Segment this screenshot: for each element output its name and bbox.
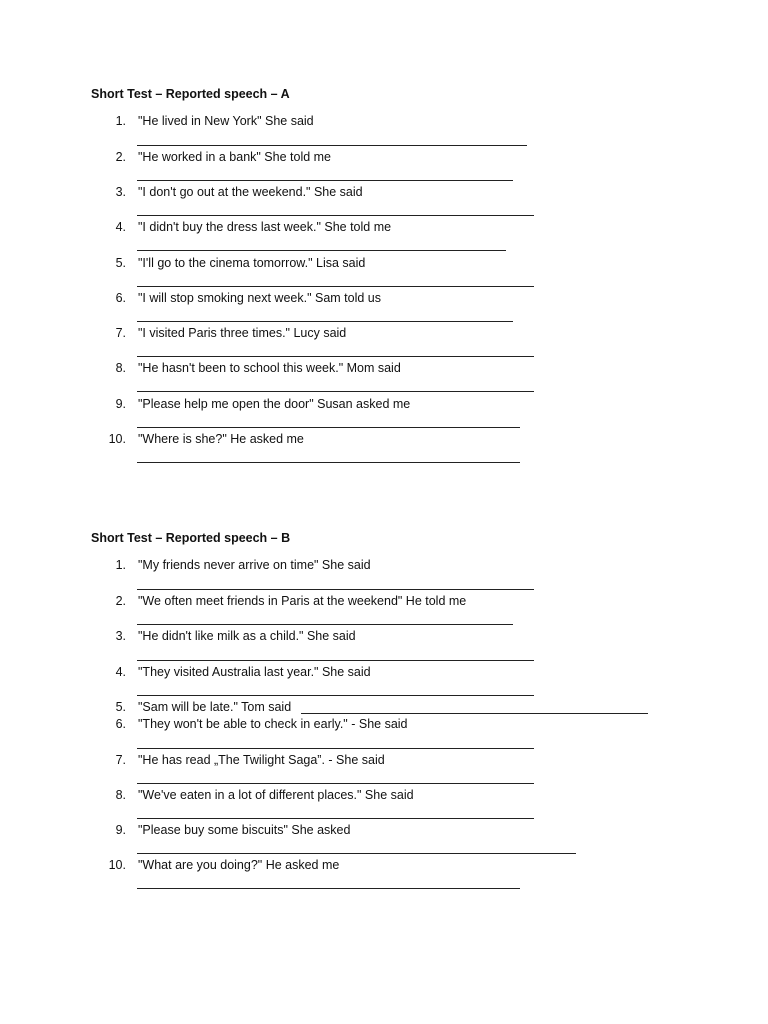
item-number: 6. bbox=[115, 291, 126, 305]
answer-line[interactable] bbox=[137, 818, 534, 819]
answer-line[interactable] bbox=[137, 286, 534, 287]
test-b-title: Short Test – Reported speech – B bbox=[91, 531, 291, 545]
answer-line[interactable] bbox=[137, 624, 513, 625]
item-prompt: "I didn't buy the dress last week." She told me bbox=[138, 220, 392, 234]
item-prompt: "He has read „The Twilight Saga”. - She said bbox=[138, 753, 385, 767]
answer-line[interactable] bbox=[137, 145, 527, 146]
item-prompt: "I don't go out at the weekend." She said bbox=[138, 185, 363, 199]
answer-line[interactable] bbox=[137, 215, 534, 216]
item-number: 7. bbox=[115, 753, 126, 767]
item-prompt: "Please help me open the door" Susan asked me bbox=[138, 397, 411, 411]
item-number: 9. bbox=[115, 823, 126, 837]
item-prompt: "Where is she?" He asked me bbox=[138, 432, 304, 446]
item-prompt: "They won't be able to check in early." - She said bbox=[138, 717, 408, 731]
item-number: 9. bbox=[115, 397, 126, 411]
item-number: 4. bbox=[115, 220, 126, 234]
answer-line[interactable] bbox=[137, 427, 520, 428]
item-prompt: "He hasn't been to school this week." Mom said bbox=[138, 361, 401, 375]
answer-line[interactable] bbox=[137, 783, 534, 784]
answer-line[interactable] bbox=[137, 695, 534, 696]
item-number: 2. bbox=[115, 150, 126, 164]
answer-line[interactable] bbox=[137, 356, 534, 357]
item-prompt: "Sam will be late." Tom said bbox=[138, 700, 292, 714]
item-number: 4. bbox=[115, 665, 126, 679]
item-prompt: "We often meet friends in Paris at the weekend" He told me bbox=[138, 594, 467, 608]
item-prompt: "We've eaten in a lot of different places." She said bbox=[138, 788, 414, 802]
answer-line[interactable] bbox=[137, 462, 520, 463]
item-prompt: "I will stop smoking next week." Sam told us bbox=[138, 291, 381, 305]
item-number: 5. bbox=[115, 256, 126, 270]
answer-line[interactable] bbox=[137, 660, 534, 661]
item-number: 1. bbox=[115, 558, 126, 572]
item-number: 5. bbox=[115, 700, 126, 714]
item-number: 6. bbox=[115, 717, 126, 731]
answer-line[interactable] bbox=[137, 250, 506, 251]
test-a-title: Short Test – Reported speech – A bbox=[91, 87, 290, 101]
answer-line[interactable] bbox=[137, 888, 520, 889]
item-number: 10. bbox=[108, 432, 126, 446]
item-prompt: "He lived in New York" She said bbox=[138, 114, 314, 128]
answer-line[interactable] bbox=[137, 589, 534, 590]
item-prompt: "They visited Australia last year." She said bbox=[138, 665, 371, 679]
item-number: 8. bbox=[115, 788, 126, 802]
item-number: 10. bbox=[108, 858, 126, 872]
item-prompt: "My friends never arrive on time" She said bbox=[138, 558, 371, 572]
item-prompt: "He didn't like milk as a child." She said bbox=[138, 629, 356, 643]
item-number: 2. bbox=[115, 594, 126, 608]
answer-line[interactable] bbox=[137, 853, 576, 854]
answer-line[interactable] bbox=[137, 180, 513, 181]
answer-line[interactable] bbox=[137, 748, 534, 749]
item-number: 8. bbox=[115, 361, 126, 375]
answer-line[interactable] bbox=[137, 391, 534, 392]
item-prompt: "Please buy some biscuits" She asked bbox=[138, 823, 351, 837]
item-prompt: "I'll go to the cinema tomorrow." Lisa said bbox=[138, 256, 366, 270]
item-number: 3. bbox=[115, 185, 126, 199]
item-number: 7. bbox=[115, 326, 126, 340]
item-prompt: "I visited Paris three times." Lucy said bbox=[138, 326, 347, 340]
item-number: 3. bbox=[115, 629, 126, 643]
answer-line[interactable] bbox=[301, 713, 648, 714]
answer-line[interactable] bbox=[137, 321, 513, 322]
item-prompt: "He worked in a bank" She told me bbox=[138, 150, 332, 164]
item-prompt: "What are you doing?" He asked me bbox=[138, 858, 340, 872]
item-number: 1. bbox=[115, 114, 126, 128]
